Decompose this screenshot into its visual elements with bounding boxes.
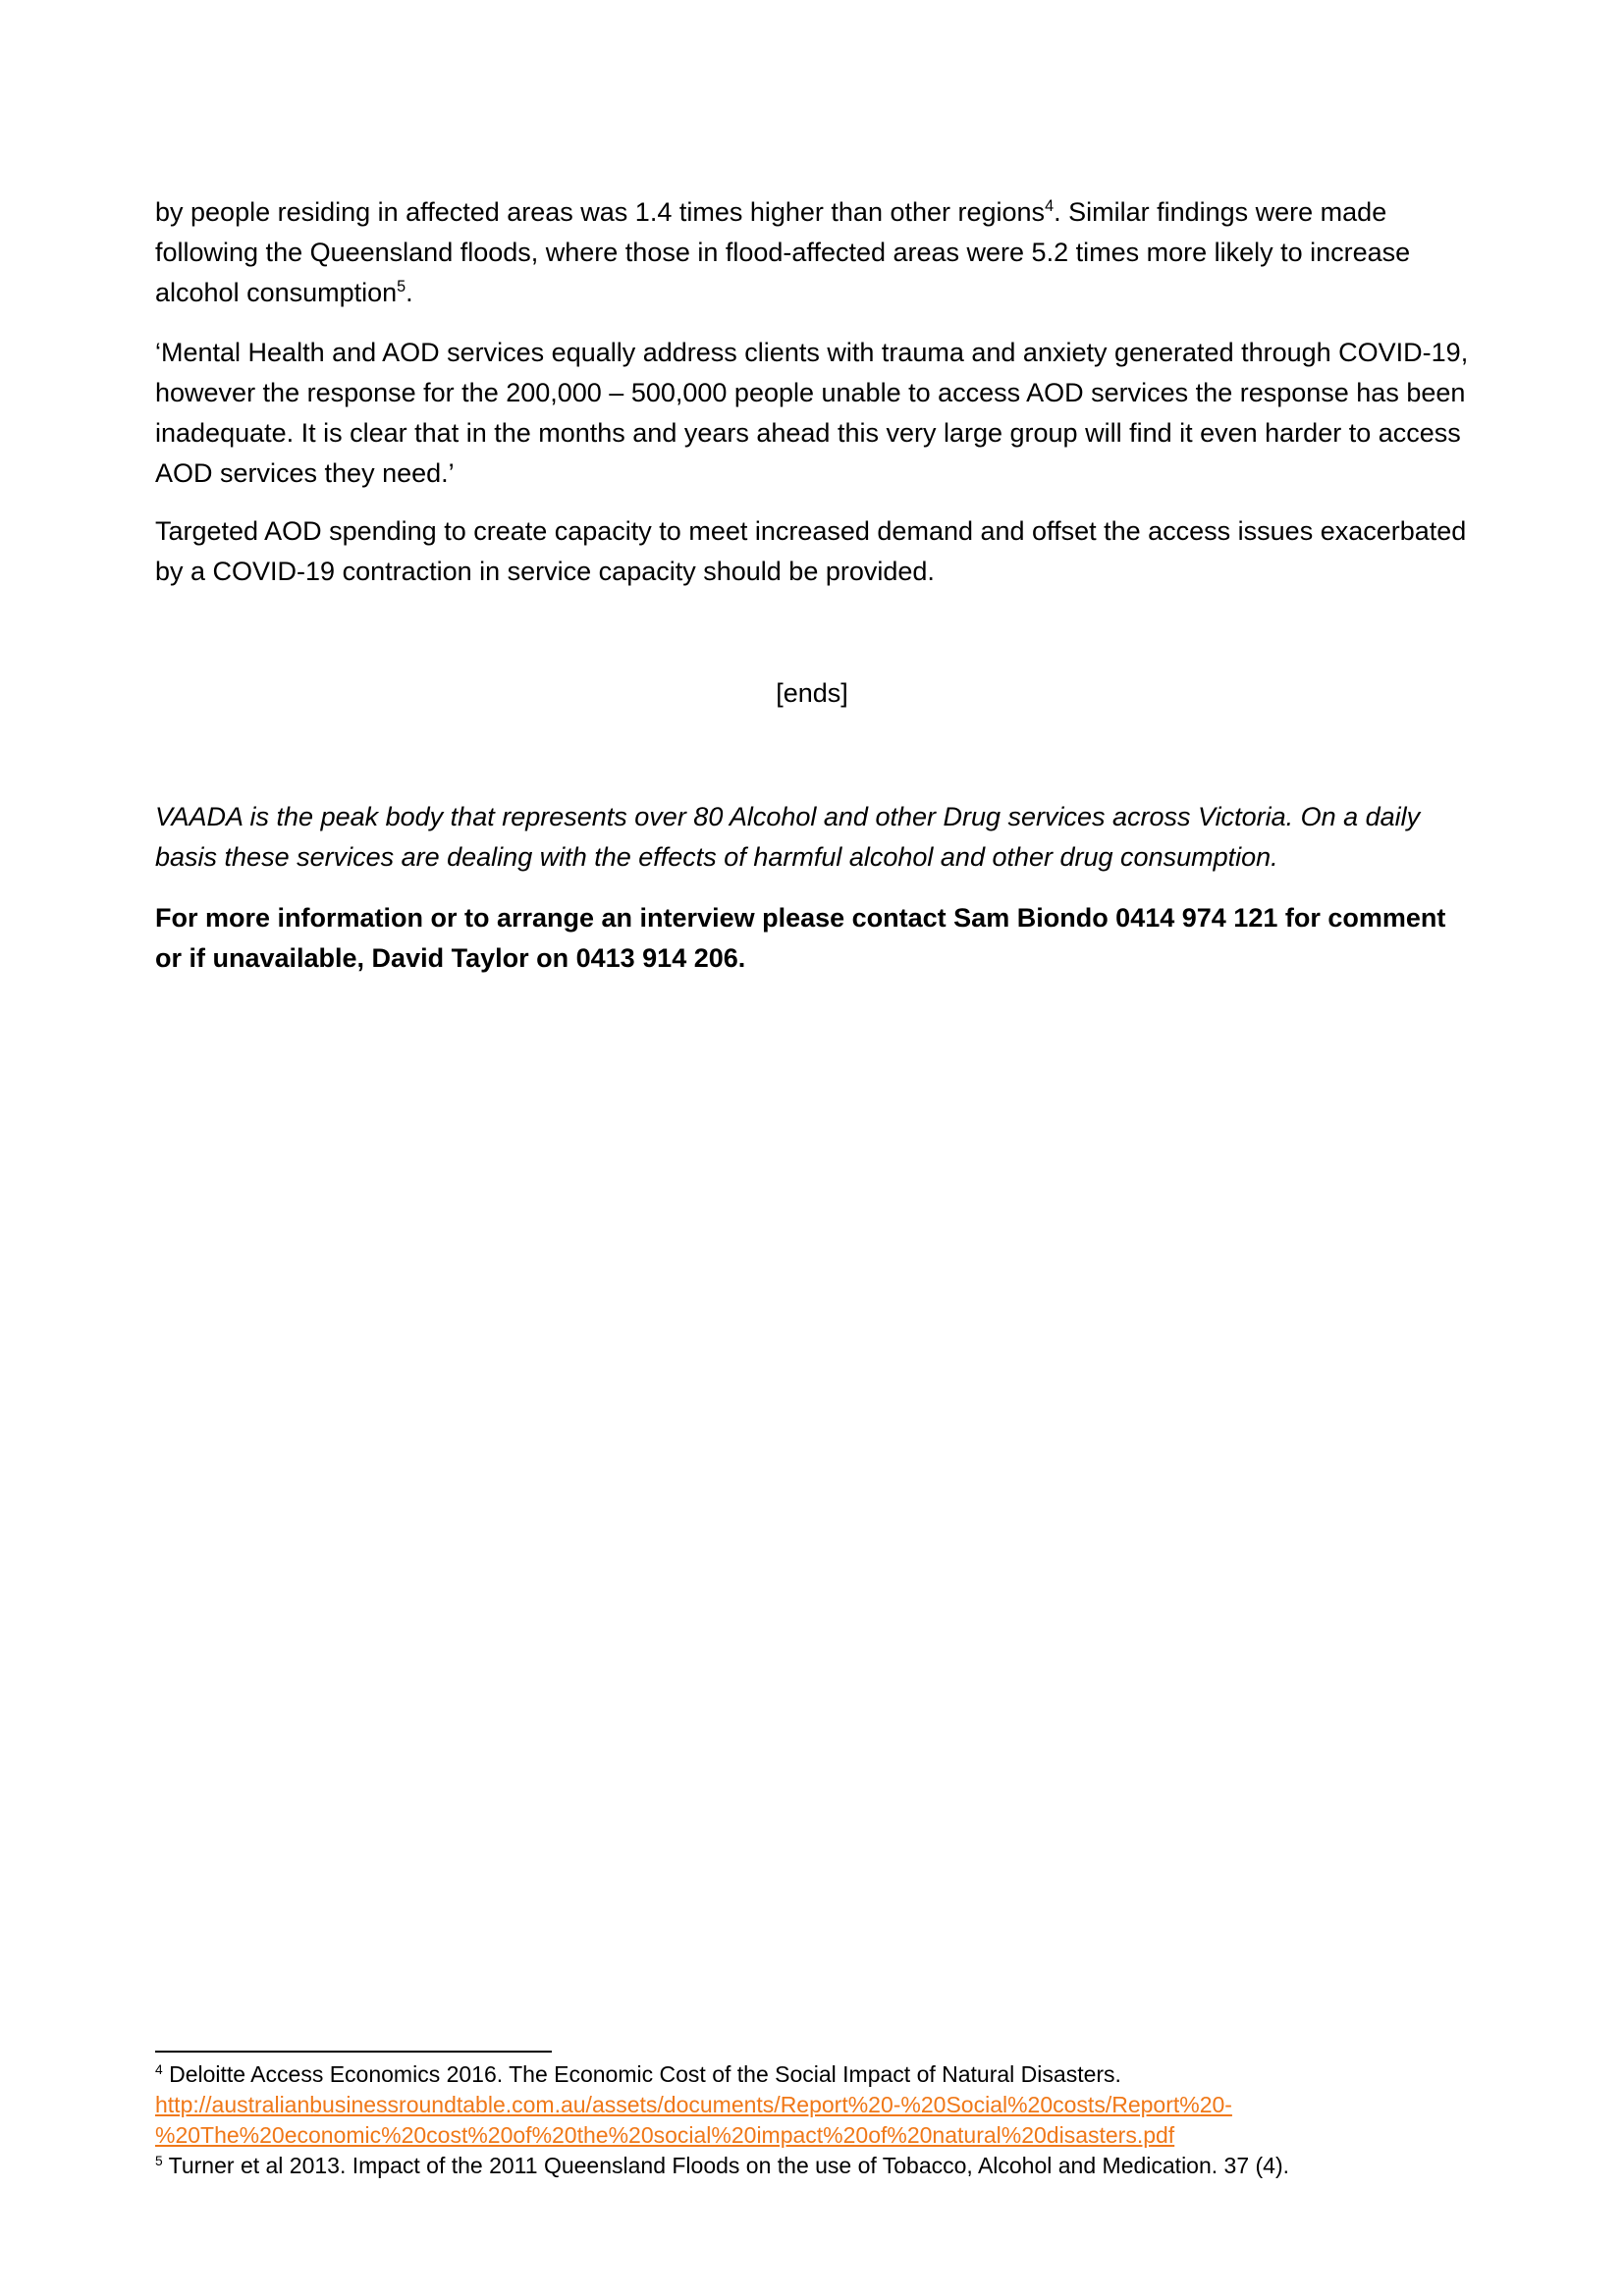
- ends-marker: [ends]: [776, 678, 848, 708]
- footnote-4: [155, 2059, 1481, 2090]
- paragraph-alcohol-findings: [155, 192, 1476, 313]
- footnote-5: [155, 2151, 1481, 2181]
- footnote-ref-5[interactable]: 5: [397, 278, 406, 296]
- paragraph-text: by people residing in affected areas was 1.4 times higher than other regions: [155, 197, 1046, 227]
- footnote-number: 5: [155, 2153, 163, 2168]
- footnote-ref-4[interactable]: 4: [1045, 197, 1055, 216]
- paragraph-targeted-spending: Targeted AOD spending to create capacity to meet increased demand and offset the access issues exacerbated by a COVID-19 contraction in service capacity should be provided.: [155, 516, 1467, 586]
- footnote-separator: [155, 2051, 552, 2053]
- paragraph-text: . Similar findings were made following the Queensland floods, where those in flood-affected areas were 5.2 times more likely to increase alcohol consumption: [155, 197, 1411, 307]
- footnote-4-link[interactable]: [155, 2090, 1382, 2151]
- footnote-text: Deloitte Access Economics 2016. The Economic Cost of the Social Impact of Natural Disasters.: [162, 2061, 1121, 2087]
- footnote-number: 4: [155, 2061, 163, 2077]
- footnote-text: Turner et al 2013. Impact of the 2011 Queensland Floods on the use of Tobacco, Alcohol and Medication. 37 (4).: [162, 2153, 1290, 2178]
- paragraph-about-vaada: VAADA is the peak body that represents over 80 Alcohol and other Drug services across Victoria. On a daily basis these services are dealing with the effects of harmful alcohol and other drug consumption.: [155, 802, 1421, 872]
- paragraph-text: .: [406, 278, 413, 307]
- footnotes-section: [155, 2059, 1481, 2181]
- paragraph-quote: ‘Mental Health and AOD services equally address clients with trauma and anxiety generated through COVID-19, however the response for the 200,000 – 500,000 people unable to access AOD services the response has been inadequate. It is clear that in the months and years ahead this very large group will find it even harder to access AOD services they need.’: [155, 338, 1469, 488]
- link-line: %20The%20economic%20cost%20of%20the%20social%20impact%20of%20natural%20disasters.pdf: [155, 2122, 1175, 2148]
- link-line: http://australianbusinessroundtable.com.au/assets/documents/Report%20-%20Social%20costs/Report%20-: [155, 2092, 1232, 2117]
- paragraph-contact-info: For more information or to arrange an interview please contact Sam Biondo 0414 974 121 for comment or if unavailable, David Taylor on 0413 914 206.: [155, 903, 1446, 973]
